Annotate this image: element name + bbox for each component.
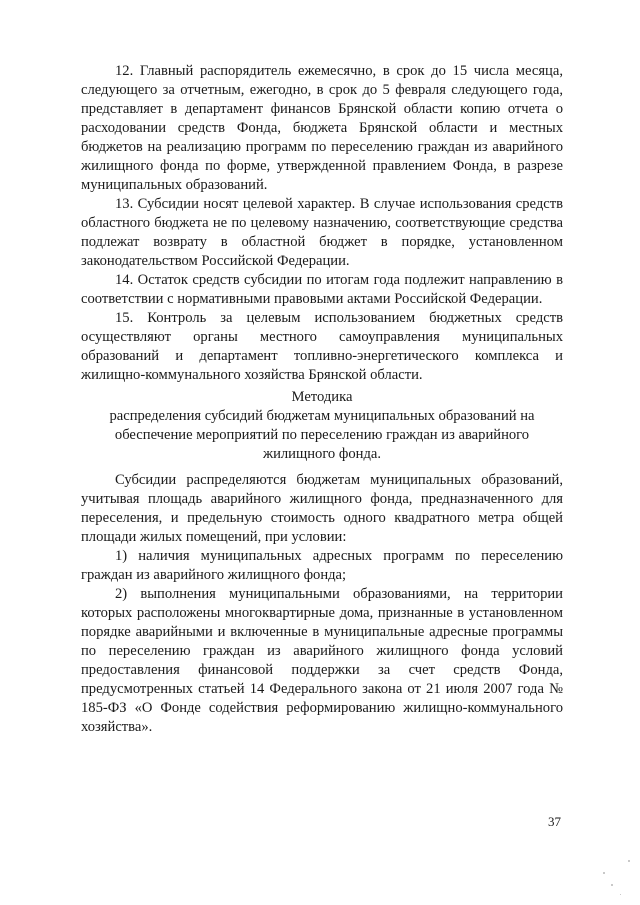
scan-speck (628, 860, 630, 862)
methodology-heading (81, 388, 563, 464)
paragraph-12: 12. Главный распорядитель ежемесячно, в срок до 15 числа месяца, следующего за отчетным, ежегодно, в срок до 5 февраля следующего года, представляет в департамент финансов Брянской области копию отчета о расходовании средств Фонда, бюджета Брянской области и местных бюджетов на реализацию программ по переселению граждан из аварийного жилищного фонда по форме, утвержденной правлением Фонда, в разрезе муниципальных образований. (81, 63, 563, 193)
heading-title: Методика (291, 389, 353, 405)
heading-subtitle-line-1: распределения субсидий бюджетам муниципальных образований на (109, 408, 535, 424)
paragraph-13: 13. Субсидии носят целевой характер. В случае использования средств областного бюджета не по целевому назначению, соответствующие средства подлежат возврату в областной бюджет в порядке, установленном законодательством Российской Федерации. (81, 196, 563, 269)
heading-subtitle-line-3: жилищного фонда. (262, 446, 381, 462)
paragraph-condition-2: 2) выполнения муниципальными образованиями, на территории которых расположены многоквартирные дома, признанные в установленном порядке аварийными и включенные в муниципальные адресные программы по переселению граждан из аварийного жилищного фонда условий предоставления финансовой поддержки за счет средств Фонда, предусмотренных статьей 14 Федерального закона от 21 июля 2007 года № 185-ФЗ «О Фонде содействия реформированию жилищно-коммунального хозяйства». (81, 586, 563, 735)
paragraph-14: 14. Остаток средств субсидии по итогам года подлежит направлению в соответствии с нормативными правовыми актами Российской Федерации. (81, 272, 563, 307)
bottom-paragraphs (81, 471, 563, 737)
heading-subtitle-line-2: обеспечение мероприятий по переселению граждан из аварийного (114, 427, 530, 443)
paragraph-15: 15. Контроль за целевым использованием бюджетных средств осуществляют органы местного самоуправления муниципальных образований и департамент топливно-энергетического комплекса и жилищно-коммунального хозяйства Брянской области. (81, 310, 563, 383)
scan-speck (611, 884, 613, 886)
paragraph-condition-1: 1) наличия муниципальных адресных программ по переселению граждан из аварийного жилищного фонда; (81, 548, 563, 583)
page-number: 37 (548, 814, 561, 829)
scan-speck (603, 872, 605, 874)
scan-speck (620, 894, 621, 895)
paragraph-subsidies: Субсидии распределяются бюджетам муниципальных образований, учитывая площадь аварийного жилищного фонда, предназначенного для переселения, и предельную стоимость одного квадратного метра общей площади жилых помещений, при условии: (81, 472, 563, 545)
top-paragraphs (81, 62, 563, 385)
